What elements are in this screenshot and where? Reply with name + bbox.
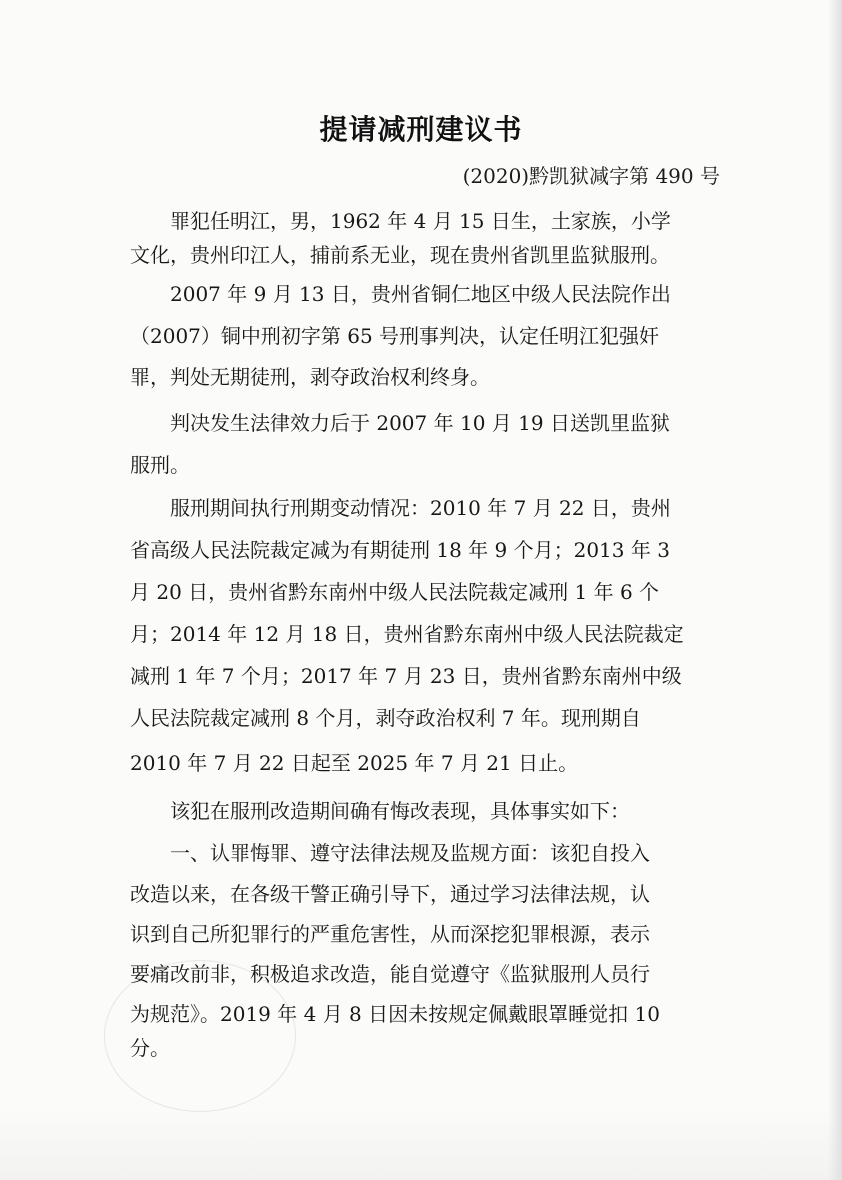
body-line: 2007 年 9 月 13 日，贵州省铜仁地区中级人民法院作出 <box>130 282 671 306</box>
body-line: （2007）铜中刑初字第 65 号刑事判决，认定任明江犯强奸 <box>130 324 660 348</box>
body-line: 为规范》。2019 年 4 月 8 日因未按规定佩戴眼罩睡觉扣 10 <box>130 1002 660 1026</box>
body-line: 省高级人民法院裁定减为有期徒刑 18 年 9 个月；2013 年 3 <box>130 538 670 562</box>
body-line: 罪，判处无期徒刑，剥夺政治权利终身。 <box>130 365 490 389</box>
body-line: 减刑 1 年 7 个月；2017 年 7 月 23 日，贵州省黔东南州中级 <box>130 664 682 688</box>
body-line: 判决发生法律效力后于 2007 年 10 月 19 日送凯里监狱 <box>130 411 670 435</box>
body-line: 月；2014 年 12 月 18 日，贵州省黔东南州中级人民法院裁定 <box>130 622 684 646</box>
body-line: 要痛改前非，积极追求改造，能自觉遵守《监狱服刑人员行 <box>130 962 650 986</box>
body-line: 服刑。 <box>130 453 190 477</box>
body-line: 分。 <box>130 1036 170 1060</box>
document-title: 提请减刑建议书 <box>319 113 523 146</box>
document-number: (2020)黔凯狱减字第 490 号 <box>462 164 720 188</box>
body-line: 人民法院裁定减刑 8 个月，剥夺政治权利 7 年。现刑期自 <box>130 706 641 730</box>
body-line: 一、认罪悔罪、遵守法律法规及监规方面：该犯自投入 <box>130 841 650 865</box>
body-line: 改造以来，在各级干警正确引导下，通过学习法律法规，认 <box>130 882 650 906</box>
scan-bottom-shadow <box>0 1110 842 1180</box>
body-line: 服刑期间执行刑期变动情况：2010 年 7 月 22 日，贵州 <box>130 496 671 520</box>
body-line: 该犯在服刑改造期间确有悔改表现，具体事实如下： <box>130 799 630 823</box>
body-line: 月 20 日，贵州省黔东南州中级人民法院裁定减刑 1 年 6 个 <box>130 580 660 604</box>
body-line: 罪犯任明江，男，1962 年 4 月 15 日生，土家族，小学 <box>130 209 671 233</box>
body-line: 2010 年 7 月 22 日起至 2025 年 7 月 21 日止。 <box>130 751 579 775</box>
body-line: 识到自己所犯罪行的严重危害性，从而深挖犯罪根源，表示 <box>130 922 650 946</box>
body-line: 文化，贵州印江人，捕前系无业，现在贵州省凯里监狱服刑。 <box>130 243 670 267</box>
scan-edge-shadow <box>828 0 842 1180</box>
